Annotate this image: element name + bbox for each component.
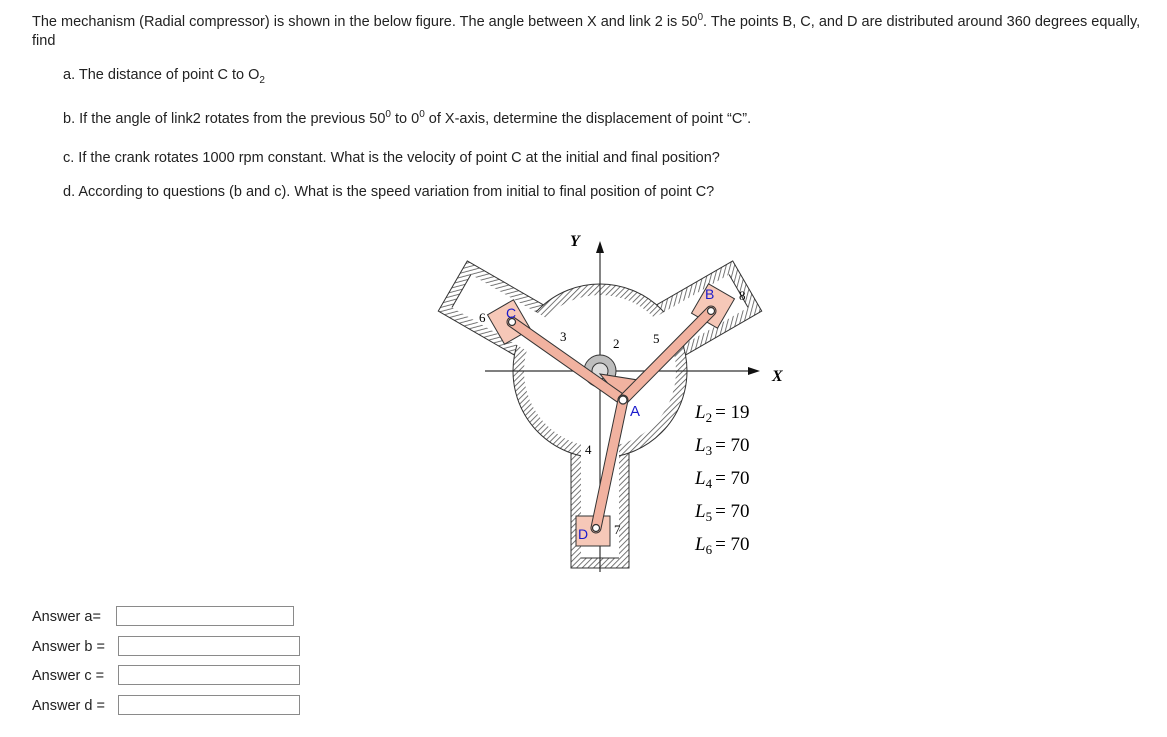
answer-c-row: [32, 668, 104, 684]
length-l5: $L_5 = 70$: [695, 501, 750, 524]
x-axis-label: X: [772, 368, 783, 385]
answer-d-label: Answer d =: [32, 698, 105, 714]
question-c: c. If the crank rotates 1000 rpm constant. What is the velocity of point C at the initial and final position?: [63, 150, 720, 166]
link-number-5: 5: [653, 331, 660, 346]
link-number-7: 7: [614, 522, 621, 537]
mechanism-figure: [420, 226, 790, 576]
link-number-6: 6: [479, 310, 486, 325]
joint-d: [593, 525, 600, 532]
length-l2: $L_2 = 19$: [695, 402, 750, 425]
link-lengths-legend: [694, 402, 750, 557]
length-l6: $L_6 = 70$: [695, 534, 750, 557]
joint-b: [708, 308, 715, 315]
question-a-text: a. The distance of point C to O: [63, 67, 260, 83]
question-b-degree-1: 0: [385, 109, 391, 121]
question-b-text-2: to 0: [390, 111, 420, 127]
question-a: [63, 67, 265, 86]
question-b-text-1: b. If the angle of link2 rotates from the previous 50: [63, 111, 386, 127]
answer-b-input[interactable]: [118, 636, 300, 656]
answer-a-input[interactable]: [116, 606, 294, 626]
answer-d-input[interactable]: [118, 695, 300, 715]
length-l4: $L_4 = 70$: [695, 468, 750, 491]
link-number-4: 4: [585, 442, 592, 457]
question-a-subscript: 2: [259, 74, 265, 86]
point-label-b: B: [705, 286, 715, 302]
answer-c-input[interactable]: [118, 665, 300, 685]
length-l3: $L_3 = 70$: [695, 435, 750, 458]
intro-text-2: . The points B, C, and D are distributed around 360 degrees equally, find: [32, 14, 1141, 49]
question-b: [63, 111, 751, 127]
intro-degree: 0: [697, 12, 704, 24]
answer-a-label: Answer a=: [32, 609, 101, 625]
point-label-c: C: [506, 305, 517, 321]
y-axis-label: Y: [570, 233, 580, 250]
question-d: d. According to questions (b and c). What is the speed variation from initial to final position of point C?: [63, 184, 715, 200]
joint-a: [619, 396, 627, 404]
link-number-2: 2: [613, 336, 620, 351]
answer-c-label: Answer c =: [32, 668, 105, 684]
answer-b-label: Answer b =: [32, 639, 105, 655]
question-b-degree-2: 0: [419, 109, 425, 121]
answer-b-row: [32, 639, 105, 655]
link-number-3: 3: [560, 329, 567, 344]
problem-statement: [32, 13, 1157, 51]
point-label-a: A: [630, 403, 641, 420]
answer-a-row: [32, 609, 101, 625]
question-b-text-3: of X-axis, determine the displacement of point “C”.: [424, 111, 752, 127]
point-label-d: D: [578, 526, 589, 542]
answer-d-row: [32, 698, 105, 714]
link-number-8: 8: [739, 288, 746, 303]
intro-text-1: The mechanism (Radial compressor) is shown in the below figure. The angle between X and link 2 is 50: [32, 14, 698, 30]
